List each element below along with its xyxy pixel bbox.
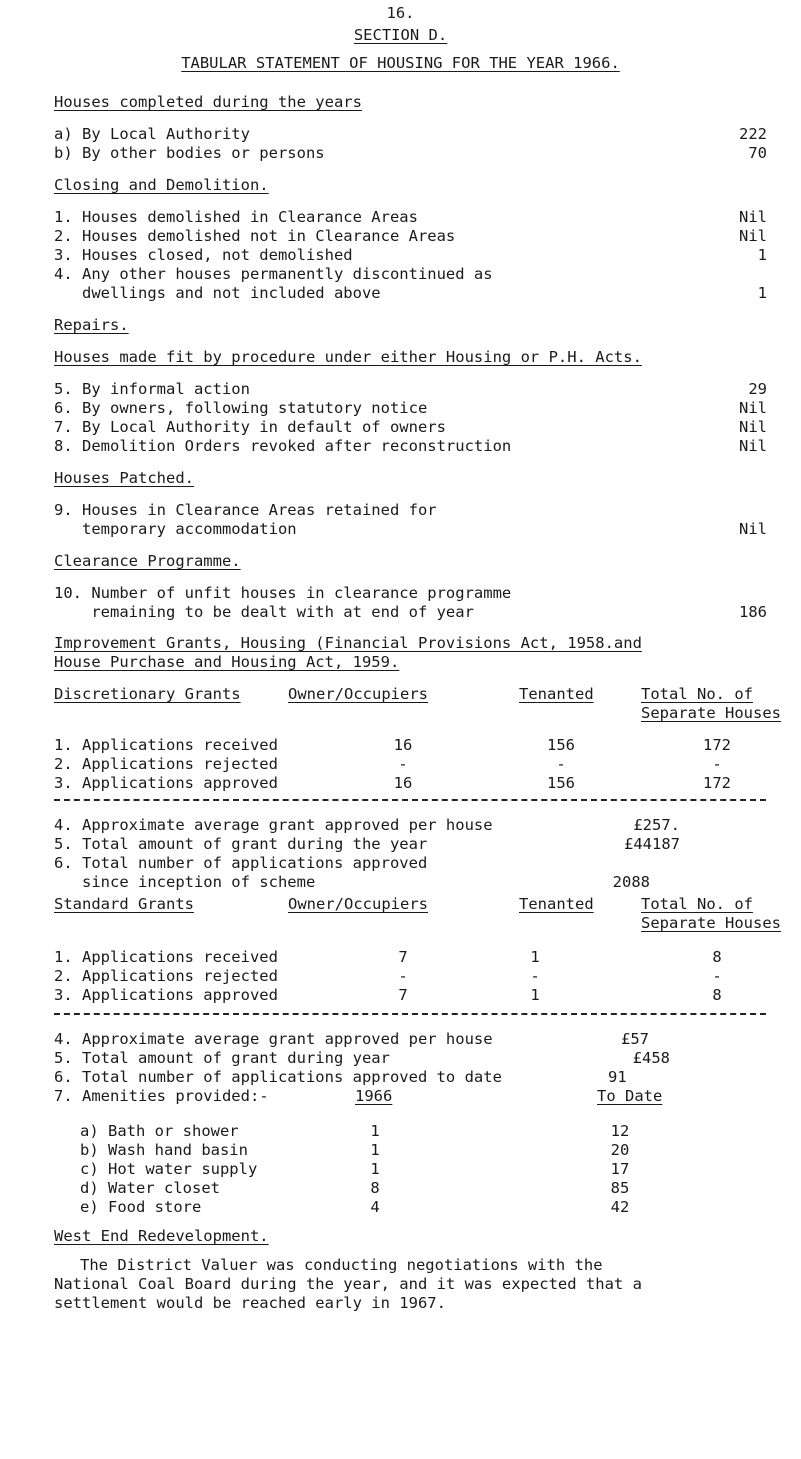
col-total: Separate Houses [641, 914, 781, 932]
amenity-to-date: 12 [610, 1122, 630, 1140]
discretionary-stat-label: 5. Total amount of grant during the year [54, 835, 428, 853]
clearance-value: 186 [739, 603, 767, 621]
improvement-heading: Improvement Grants, Housing (Financial Provisions Act, 1958.and [54, 634, 642, 652]
discretionary-row-label: 3. Applications approved [54, 774, 278, 792]
closing-value: Nil [739, 227, 767, 245]
repairs-label: 7. By Local Authority in default of owners [54, 418, 446, 436]
discretionary-row-label: 2. Applications rejected [54, 755, 278, 773]
standard-heading: Standard Grants [54, 895, 194, 913]
discretionary-stat-label: since inception of scheme [54, 873, 316, 891]
discretionary-owner: - [398, 755, 408, 773]
closing-value: 1 [757, 246, 767, 264]
standard-row-label: 1. Applications received [54, 948, 278, 966]
west-end-heading: West End Redevelopment. [54, 1227, 269, 1245]
col-owner-occupiers: Owner/Occupiers [288, 895, 428, 913]
west-end-text: The District Valuer was conducting negotiations with the [80, 1256, 603, 1274]
clearance-heading: Clearance Programme. [54, 552, 241, 570]
standard-total: - [712, 967, 722, 985]
amenity-year: 1 [370, 1141, 380, 1159]
amenity-to-date: 42 [610, 1198, 630, 1216]
col-owner-occupiers: Owner/Occupiers [288, 685, 428, 703]
amenity-year: 4 [370, 1198, 380, 1216]
clearance-line: 10. Number of unfit houses in clearance programme [54, 584, 512, 602]
standard-tenanted: 1 [530, 948, 540, 966]
amenity-year: 8 [370, 1179, 380, 1197]
standard-stat-label: 4. Approximate average grant approved per house [54, 1030, 493, 1048]
amenity-label: d) Water closet [80, 1179, 220, 1197]
discretionary-total: 172 [703, 736, 731, 754]
standard-stat-label: 5. Total amount of grant during year [54, 1049, 390, 1067]
closing-label: 3. Houses closed, not demolished [54, 246, 353, 264]
col-total: Total No. of [641, 895, 753, 913]
standard-owner: 7 [398, 986, 408, 1004]
closing-label: 1. Houses demolished in Clearance Areas [54, 208, 418, 226]
col-to-date: To Date [597, 1087, 663, 1105]
completed-heading: Houses completed during the years [54, 93, 362, 111]
completed-label: a) By Local Authority [54, 125, 250, 143]
closing-label: 2. Houses demolished not in Clearance Areas [54, 227, 456, 245]
standard-tenanted: - [530, 967, 540, 985]
discretionary-stat-label: 4. Approximate average grant approved per house [54, 816, 493, 834]
repairs-subheading: Houses made fit by procedure under either Housing or P.H. Acts. [54, 348, 642, 366]
discretionary-owner: 16 [393, 774, 413, 792]
col-total: Separate Houses [641, 704, 781, 722]
discretionary-tenanted: - [556, 755, 566, 773]
standard-row-label: 2. Applications rejected [54, 967, 278, 985]
west-end-text: National Coal Board during the year, and it was expected that a [54, 1275, 642, 1293]
improvement-heading: House Purchase and Housing Act, 1959. [54, 653, 400, 671]
clearance-line: remaining to be dealt with at end of year [54, 603, 474, 621]
west-end-text: settlement would be reached early in 1967. [54, 1294, 446, 1312]
discretionary-stat-value: £44187 [624, 835, 680, 853]
repairs-label: 8. Demolition Orders revoked after reconstruction [54, 437, 512, 455]
completed-label: b) By other bodies or persons [54, 144, 325, 162]
discretionary-stat-value: 2088 [612, 873, 650, 891]
standard-owner: - [398, 967, 408, 985]
standard-stat-label: 6. Total number of applications approved to date [54, 1068, 502, 1086]
closing-label: dwellings and not included above [54, 284, 381, 302]
page-number: 16. [386, 4, 415, 22]
patched-line: 9. Houses in Clearance Areas retained for [54, 501, 437, 519]
section-heading: SECTION D. [353, 26, 448, 44]
discretionary-total: 172 [703, 774, 731, 792]
repairs-label: 5. By informal action [54, 380, 250, 398]
discretionary-tenanted: 156 [547, 774, 575, 792]
standard-tenanted: 1 [530, 986, 540, 1004]
repairs-heading: Repairs. [54, 316, 129, 334]
completed-value: 222 [739, 125, 767, 143]
discretionary-tenanted: 156 [547, 736, 575, 754]
dashed-divider [54, 799, 766, 801]
dashed-divider [54, 1013, 766, 1015]
repairs-value: Nil [739, 437, 767, 455]
closing-heading: Closing and Demolition. [54, 176, 269, 194]
discretionary-stat-value: £257. [633, 816, 680, 834]
completed-value: 70 [748, 144, 767, 162]
standard-total: 8 [712, 986, 722, 1004]
repairs-value: Nil [739, 399, 767, 417]
patched-heading: Houses Patched. [54, 469, 194, 487]
discretionary-stat-label: 6. Total number of applications approved [54, 854, 428, 872]
amenity-to-date: 20 [610, 1141, 630, 1159]
amenity-year: 1 [370, 1122, 380, 1140]
col-tenanted: Tenanted [519, 685, 594, 703]
repairs-value: Nil [739, 418, 767, 436]
closing-value: 1 [757, 284, 767, 302]
col-1966: 1966 [355, 1087, 393, 1105]
amenity-to-date: 85 [610, 1179, 630, 1197]
discretionary-owner: 16 [393, 736, 413, 754]
patched-value: Nil [739, 520, 767, 538]
closing-label: 4. Any other houses permanently discontinued as [54, 265, 493, 283]
standard-stat-value: £57 [621, 1030, 649, 1048]
repairs-value: 29 [748, 380, 767, 398]
amenity-to-date: 17 [610, 1160, 630, 1178]
col-total: Total No. of [641, 685, 753, 703]
discretionary-heading: Discretionary Grants [54, 685, 241, 703]
closing-value: Nil [739, 208, 767, 226]
amenity-year: 1 [370, 1160, 380, 1178]
amenity-label: b) Wash hand basin [80, 1141, 248, 1159]
standard-stat-value: 91 [608, 1068, 627, 1086]
standard-row-label: 3. Applications approved [54, 986, 278, 1004]
discretionary-total: - [712, 755, 722, 773]
standard-owner: 7 [398, 948, 408, 966]
standard-total: 8 [712, 948, 722, 966]
amenities-label: 7. Amenities provided:- [54, 1087, 269, 1105]
repairs-label: 6. By owners, following statutory notice [54, 399, 428, 417]
page-title: TABULAR STATEMENT OF HOUSING FOR THE YEAR 1966. [181, 54, 620, 72]
standard-stat-value: £458 [632, 1049, 670, 1067]
discretionary-row-label: 1. Applications received [54, 736, 278, 754]
amenity-label: c) Hot water supply [80, 1160, 258, 1178]
col-tenanted: Tenanted [519, 895, 594, 913]
patched-line: temporary accommodation [54, 520, 297, 538]
amenity-label: e) Food store [80, 1198, 202, 1216]
amenity-label: a) Bath or shower [80, 1122, 239, 1140]
